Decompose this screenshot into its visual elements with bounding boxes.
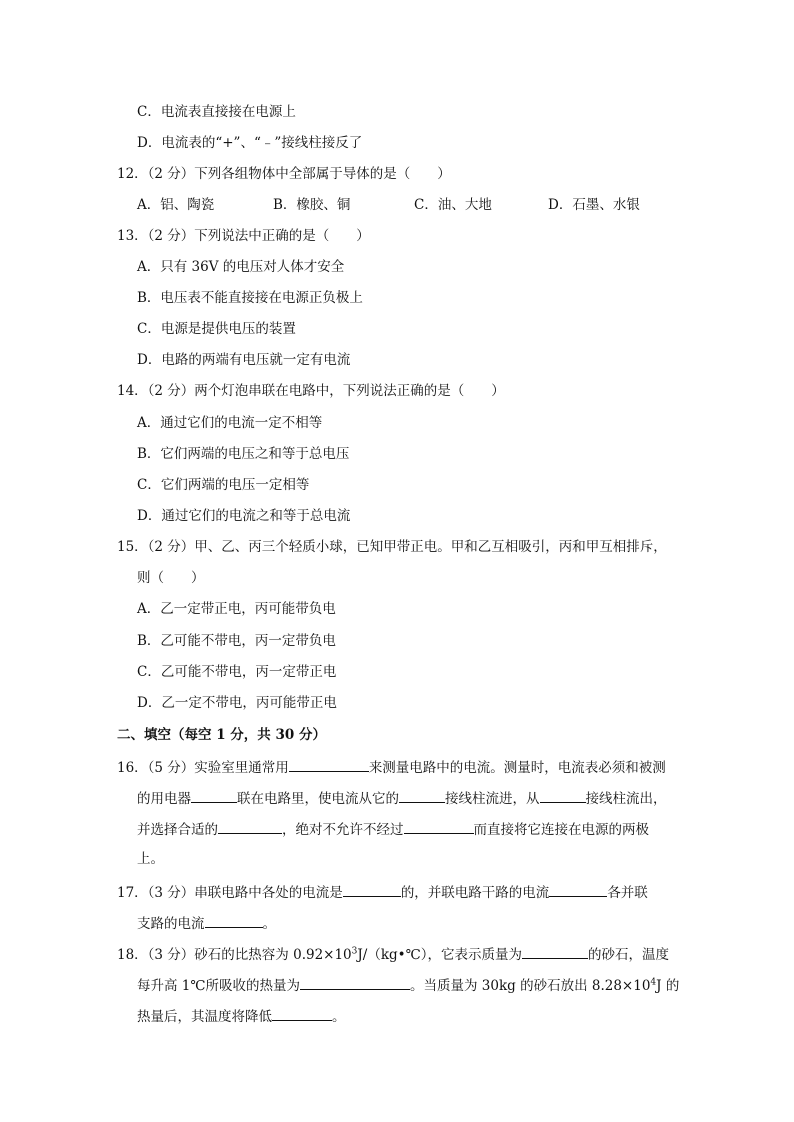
q18-text-7: 热量后，其温度将降低 [137,1009,272,1025]
q18-line2 [137,975,679,995]
q14-option-b: B．它们两端的电压之和等于总电压 [137,446,350,462]
q16-text-8: ，绝对不允许不经过 [282,822,404,838]
q11-option-d: D．电流表的“+”、“﹣”接线柱接反了 [137,135,363,151]
q12-option-c: C．油、大地 [414,197,492,213]
q16-blank-3[interactable] [399,788,445,803]
q12-stem: 12．（2 分）下列各组物体中全部属于导体的是（ ） [117,166,451,182]
q15-stem-cont: 则（ ） [137,570,205,586]
q16-blank-5[interactable] [218,819,282,834]
q18-text-2: J/（kg•℃），它表示质量为 [357,947,522,963]
q14-option-d: D．通过它们的电流之和等于总电流 [137,508,351,524]
q18-text-3: 的砂石，温度 [588,947,669,963]
q18-text-4: 每升高 1℃所吸收的热量为 [137,978,300,994]
q12-option-d: D．石墨、水银 [548,197,640,213]
q16-text-4: 联在电路里，使电流从它的 [237,791,399,807]
q15-stem: 15．（2 分）甲、乙、丙三个轻质小球，已知甲带正电。甲和乙互相吸引，丙和甲互相排斥， [117,539,667,555]
q14-option-a: A．通过它们的电流一定不相等 [137,415,323,431]
q18-line3 [137,1006,346,1026]
q13-option-d: D．电路的两端有电压就一定有电流 [137,352,351,368]
q18-exponent-1: 3 [351,946,358,957]
q18-text-8: 。 [332,1009,346,1025]
q13-option-c: C．电源是提供电压的装置 [137,321,296,337]
q18-text-5: 。当质量为 30kg 的砂石放出 8.28×10 [409,978,651,994]
q17-blank-3[interactable] [205,913,263,928]
q18-line1 [117,944,669,964]
q16-line4: 上。 [137,851,164,867]
q13-option-b: B．电压表不能直接接在电源正负极上 [137,290,363,306]
q13-stem: 13．（2 分）下列说法中正确的是（ ） [117,228,370,244]
q15-option-c: C．乙可能不带电，丙一定带正电 [137,664,337,680]
q16-text-6: 接线柱流出， [585,791,667,807]
q16-text-3: 的用电器 [137,791,191,807]
q16-blank-1[interactable] [289,757,369,772]
q17-text-2: 的，并联电路干路的电流 [400,885,550,901]
q17-blank-2[interactable] [549,882,607,897]
q18-blank-2[interactable] [300,975,410,990]
q15-option-a: A．乙一定带正电，丙可能带负电 [137,601,336,617]
q17-text-3: 各并联 [607,885,648,901]
q16-blank-2[interactable] [191,788,237,803]
q16-text-7: 并选择合适的 [137,822,218,838]
q16-text-9: 而直接将它连接在电源的两极 [473,822,649,838]
q14-stem: 14．（2 分）两个灯泡串联在电路中，下列说法正确的是（ ） [117,383,505,399]
section-heading: 二、填空（每空 1 分，共 30 分） [117,727,326,743]
q16-text-2: 来测量电路中的电流。测量时，电流表必须和被测 [368,760,666,776]
q17-line2 [137,913,276,933]
q18-blank-1[interactable] [522,944,588,959]
q17-text-4: 支路的电流 [137,916,205,932]
q14-option-c: C．它们两端的电压一定相等 [137,477,310,493]
q11-option-c: C．电流表直接接在电源上 [137,104,296,120]
q16-line3 [137,819,649,839]
q18-text-1: 18．（3 分）砂石的比热容为 0.92×10 [117,947,352,963]
q12-option-a: A．铝、陶瓷 [137,197,215,213]
q15-option-d: D．乙一定不带电，丙可能带正电 [137,695,337,711]
q17-text-5: 。 [262,916,276,932]
q13-option-a: A．只有 36V 的电压对人体才安全 [137,259,345,275]
q15-option-b: B．乙可能不带电，丙一定带负电 [137,633,336,649]
q16-line1 [117,757,666,777]
q17-line1 [117,882,648,902]
q16-blank-4[interactable] [540,788,586,803]
q18-exponent-2: 4 [650,977,657,988]
q16-blank-6[interactable] [404,819,474,834]
q17-text-1: 17．（3 分）串联电路中各处的电流是 [117,885,343,901]
q17-blank-1[interactable] [343,882,401,897]
q16-text-5: 接线柱流进，从 [445,791,540,807]
q16-text-1: 16．（5 分）实验室里通常用 [117,760,289,776]
q16-line2 [137,788,667,808]
q12-option-b: B．橡胶、铜 [273,197,351,213]
q18-text-6: J 的 [656,978,680,994]
q18-blank-3[interactable] [272,1006,332,1021]
